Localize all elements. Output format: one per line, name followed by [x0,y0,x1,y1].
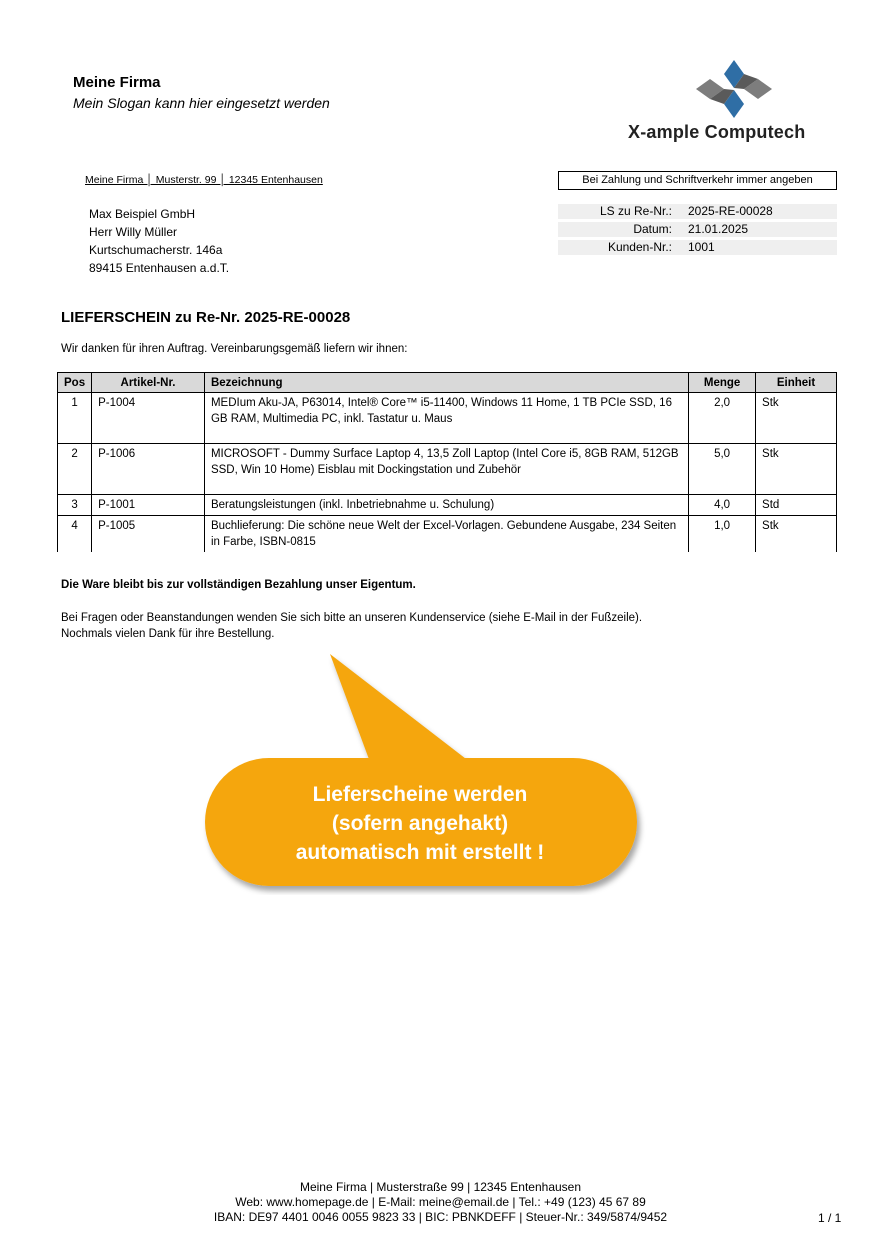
cell-unit: Stk [756,516,837,553]
closing-text [61,610,642,642]
info-row-ls [558,204,837,219]
header-pos: Pos [58,373,92,393]
cell-quantity: 4,0 [689,495,756,516]
table-header-row [58,373,837,393]
footer-address: Meine Firma | Musterstraße 99 | 12345 Entenhausen [299,1180,582,1194]
intro-text: Wir danken für ihren Auftrag. Vereinbarungsgemäß liefern wir ihnen: [61,343,408,355]
footer-bank: IBAN: DE97 4401 0046 0055 9823 33 | BIC: PBNKDEFF | Steuer-Nr.: 349/5874/9452 [213,1210,668,1224]
page-number: 1 / 1 [818,1211,842,1225]
cell-article: P-1004 [92,393,205,444]
table-row [58,516,837,553]
callout-line: automatisch mit erstellt ! [295,841,545,864]
recipient-street: Kurtschumacherstr. 146a [89,243,223,257]
ownership-notice: Die Ware bleibt bis zur vollständigen Bezahlung unser Eigentum. [61,579,416,591]
cell-article: P-1001 [92,495,205,516]
callout-line: Lieferscheine werden [312,783,528,806]
recipient-company: Max Beispiel GmbH [89,207,196,221]
info-value: 1001 [688,240,715,254]
items-table [57,372,837,552]
closing-line: Nochmals vielen Dank für ihre Bestellung. [61,628,275,640]
logo-wordmark: X-ample Computech [628,122,806,142]
cell-unit: Stk [756,393,837,444]
cell-pos: 4 [58,516,92,553]
cell-description: MEDIum Aku-JA, P63014, Intel® Core™ i5-11400, Windows 11 Home, 1 TB PCIe SSD, 16 GB RAM, Multimedia PC, inkl. Tastatur u. Maus [204,393,688,444]
header-article: Artikel-Nr. [92,373,205,393]
header-description: Bezeichnung [204,373,688,393]
document-info [558,204,837,258]
company-logo-icon [696,60,772,118]
info-label: Datum: [633,222,672,236]
callout-text [230,780,610,867]
callout-line: (sofern angehakt) [331,812,509,835]
table-row [58,393,837,444]
cell-quantity: 5,0 [689,444,756,495]
cell-unit: Stk [756,444,837,495]
info-value: 2025-RE-00028 [688,204,773,218]
cell-description: Buchlieferung: Die schöne neue Welt der Excel-Vorlagen. Gebundene Ausgabe, 234 Seiten in Farbe, ISBN-0815 [204,516,688,553]
footer-contact: Web: www.homepage.de | E-Mail: meine@email.de | Tel.: +49 (123) 45 67 89 [235,1195,646,1209]
info-row-customer [558,240,837,255]
table-row [58,444,837,495]
page-footer [0,1180,881,1225]
table-row [58,495,837,516]
info-value: 21.01.2025 [688,222,749,236]
cell-description: MICROSOFT - Dummy Surface Laptop 4, 13,5 Zoll Laptop (Intel Core i5, 8GB RAM, 512GB SSD, Win 10 Home) Eisblau mit Dockingstation und Zubehör [204,444,688,495]
cell-description: Beratungsleistungen (inkl. Inbetriebnahme u. Schulung) [204,495,688,516]
cell-unit: Std [756,495,837,516]
cell-article: P-1005 [92,516,205,553]
cell-pos: 2 [58,444,92,495]
info-row-date [558,222,837,237]
company-slogan: Mein Slogan kann hier eingesetzt werden [73,95,330,111]
reference-note: Bei Zahlung und Schriftverkehr immer angeben [558,171,837,190]
document-title: LIEFERSCHEIN zu Re-Nr. 2025-RE-00028 [61,309,351,326]
info-label: Kunden-Nr.: [607,240,672,254]
recipient-contact: Herr Willy Müller [89,225,177,239]
cell-quantity: 1,0 [689,516,756,553]
recipient-city: 89415 Entenhausen a.d.T. [89,261,230,275]
recipient-address [89,205,229,277]
cell-quantity: 2,0 [689,393,756,444]
closing-line: Bei Fragen oder Beanstandungen wenden Sie sich bitte an unseren Kundenservice (siehe E-Mail in der Fußzeile). [61,612,643,624]
cell-pos: 3 [58,495,92,516]
sender-line: Meine Firma │ Musterstr. 99 │ 12345 Entenhausen [85,174,323,186]
callout-pointer [330,654,470,762]
header-quantity: Menge [689,373,756,393]
company-name: Meine Firma [73,74,161,91]
cell-pos: 1 [58,393,92,444]
cell-article: P-1006 [92,444,205,495]
header-unit: Einheit [756,373,837,393]
info-label: LS zu Re-Nr.: [599,204,672,218]
